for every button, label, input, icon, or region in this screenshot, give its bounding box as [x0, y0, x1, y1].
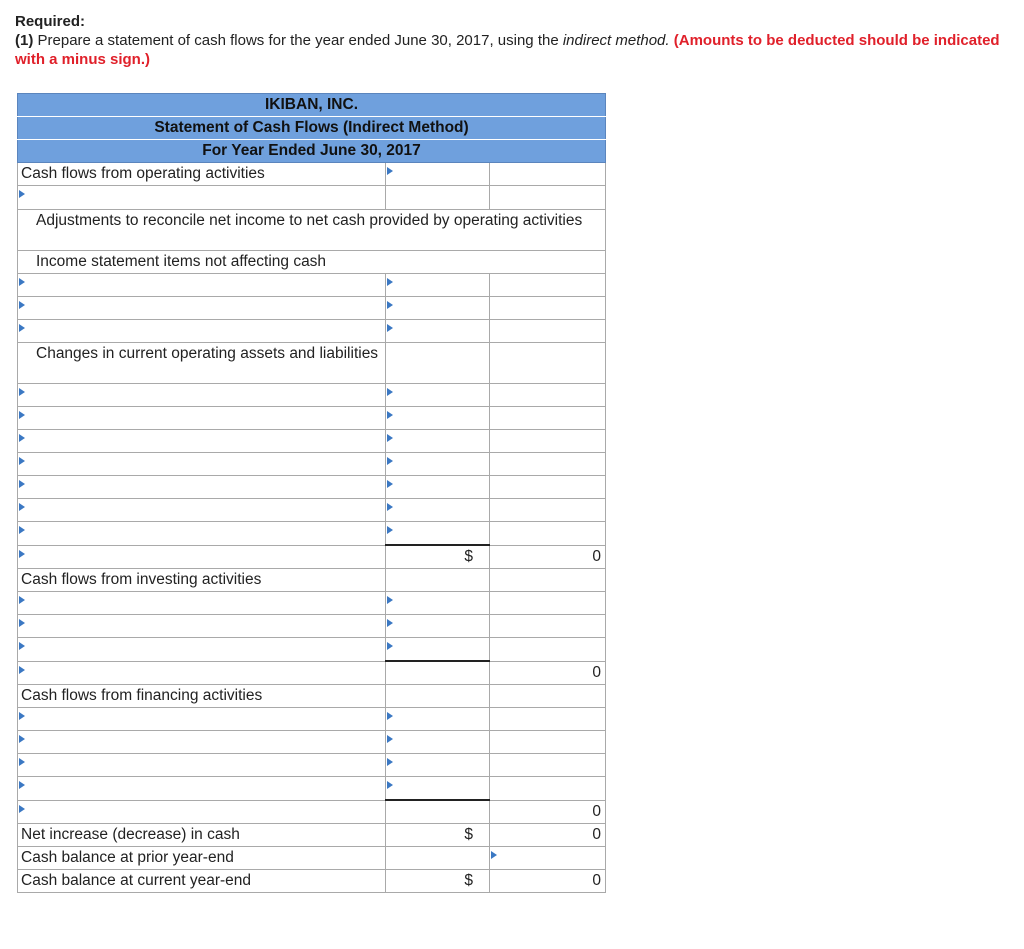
total-cell[interactable]: [490, 777, 606, 801]
statement-title: Statement of Cash Flows (Indirect Method): [18, 117, 606, 140]
dropdown-triangle-icon[interactable]: [387, 758, 393, 766]
financing-heading: Cash flows from financing activities: [18, 685, 386, 708]
dropdown-triangle-icon[interactable]: [19, 324, 25, 332]
total-cell[interactable]: [490, 754, 606, 777]
amount-input[interactable]: [386, 274, 490, 297]
amount-input[interactable]: [386, 615, 490, 638]
income-items-heading: Income statement items not affecting cash: [18, 251, 606, 274]
dropdown-triangle-icon[interactable]: [387, 596, 393, 604]
amount-input[interactable]: [386, 297, 490, 320]
dropdown-triangle-icon[interactable]: [491, 851, 497, 859]
instruction-text: (1) Prepare a statement of cash flows for the year ended June 30, 2017, using the indirect method. (Amounts to be deducted should be indicated with a minus sign.): [15, 32, 1000, 68]
dropdown-triangle-icon[interactable]: [387, 411, 393, 419]
currency-sign: $: [386, 870, 490, 893]
financing-item-row: [18, 754, 606, 777]
change-item-row: [18, 522, 606, 546]
financing-item-row: [18, 777, 606, 801]
dropdown-triangle-icon[interactable]: [19, 596, 25, 604]
change-item-row: [18, 499, 606, 522]
total-cell[interactable]: [490, 430, 606, 453]
dropdown-triangle-icon[interactable]: [387, 642, 393, 650]
dropdown-triangle-icon[interactable]: [19, 619, 25, 627]
changes-row: [18, 343, 606, 384]
account-select[interactable]: [18, 186, 386, 210]
amount-input[interactable]: [386, 754, 490, 777]
dropdown-triangle-icon[interactable]: [19, 411, 25, 419]
amount-input[interactable]: [386, 476, 490, 499]
amount-cell[interactable]: [386, 685, 490, 708]
total-cell[interactable]: [490, 407, 606, 430]
amount-cell[interactable]: [386, 800, 490, 824]
prior-balance-input[interactable]: [490, 847, 606, 870]
prior-balance-row: [18, 847, 606, 870]
amount-input[interactable]: [386, 638, 490, 662]
required-heading: Required:: [15, 13, 86, 30]
total-cell[interactable]: [490, 384, 606, 407]
total-cell[interactable]: [490, 163, 606, 186]
account-select[interactable]: [18, 800, 386, 824]
dropdown-triangle-icon[interactable]: [387, 480, 393, 488]
amount-cell[interactable]: [386, 661, 490, 685]
account-select[interactable]: [18, 476, 386, 499]
total-cell[interactable]: [490, 708, 606, 731]
account-select[interactable]: [18, 453, 386, 476]
dropdown-triangle-icon[interactable]: [387, 526, 393, 534]
financing-total: 0: [490, 800, 606, 824]
account-select[interactable]: [18, 661, 386, 685]
amount-input[interactable]: [386, 453, 490, 476]
account-select[interactable]: [18, 615, 386, 638]
dropdown-triangle-icon[interactable]: [387, 619, 393, 627]
instructions: [15, 12, 1015, 69]
dropdown-triangle-icon[interactable]: [387, 781, 393, 789]
amount-input[interactable]: [386, 731, 490, 754]
change-item-row: [18, 476, 606, 499]
amount-input[interactable]: [386, 592, 490, 615]
amount-cell[interactable]: [386, 186, 490, 210]
account-select[interactable]: [18, 297, 386, 320]
dropdown-triangle-icon[interactable]: [19, 666, 25, 674]
account-select[interactable]: [18, 638, 386, 662]
dropdown-triangle-icon[interactable]: [19, 735, 25, 743]
amount-cell[interactable]: [386, 343, 490, 384]
amount-input[interactable]: [386, 708, 490, 731]
operating-heading: Cash flows from operating activities: [18, 163, 386, 186]
total-cell[interactable]: [490, 453, 606, 476]
financing-total-row: [18, 800, 606, 824]
total-cell[interactable]: [490, 343, 606, 384]
dropdown-triangle-icon[interactable]: [19, 550, 25, 558]
minus-sign-note: (Amounts to be deducted should be indicated with a minus sign.): [15, 32, 1000, 68]
dropdown-triangle-icon[interactable]: [387, 324, 393, 332]
current-balance-row: [18, 870, 606, 893]
total-cell[interactable]: [490, 731, 606, 754]
total-cell[interactable]: [490, 320, 606, 343]
dropdown-triangle-icon[interactable]: [387, 434, 393, 442]
operating-heading-row: [18, 163, 606, 186]
account-select[interactable]: [18, 274, 386, 297]
amount-cell[interactable]: [386, 163, 490, 186]
net-increase-label: Net increase (decrease) in cash: [18, 824, 386, 847]
change-item-row: [18, 384, 606, 407]
total-cell[interactable]: [490, 638, 606, 662]
company-name: IKIBAN, INC.: [18, 94, 606, 117]
total-cell[interactable]: [490, 685, 606, 708]
account-select[interactable]: [18, 320, 386, 343]
financing-heading-row: [18, 685, 606, 708]
amount-input[interactable]: [386, 430, 490, 453]
account-select[interactable]: [18, 384, 386, 407]
dropdown-triangle-icon[interactable]: [387, 735, 393, 743]
amount-input[interactable]: [386, 499, 490, 522]
dropdown-triangle-icon[interactable]: [19, 480, 25, 488]
operating-total: 0: [490, 545, 606, 569]
dropdown-triangle-icon[interactable]: [19, 190, 25, 198]
dropdown-triangle-icon[interactable]: [19, 503, 25, 511]
dropdown-triangle-icon[interactable]: [19, 457, 25, 465]
account-select[interactable]: [18, 708, 386, 731]
amount-cell[interactable]: [386, 847, 490, 870]
dropdown-triangle-icon[interactable]: [387, 388, 393, 396]
amount-input[interactable]: [386, 384, 490, 407]
account-select[interactable]: [18, 731, 386, 754]
adjustments-heading: Adjustments to reconcile net income to net cash provided by operating activities: [18, 210, 606, 251]
currency-sign: $: [386, 545, 490, 569]
investing-total: 0: [490, 661, 606, 685]
cash-flow-statement: [17, 93, 606, 893]
total-cell[interactable]: [490, 615, 606, 638]
dropdown-triangle-icon[interactable]: [19, 642, 25, 650]
dropdown-triangle-icon[interactable]: [19, 805, 25, 813]
dropdown-triangle-icon[interactable]: [19, 712, 25, 720]
investing-item-row: [18, 592, 606, 615]
income-item-row: [18, 320, 606, 343]
investing-heading: Cash flows from investing activities: [18, 569, 386, 592]
account-select[interactable]: [18, 522, 386, 546]
dropdown-triangle-icon[interactable]: [19, 758, 25, 766]
income-item-row: [18, 297, 606, 320]
currency-sign: $: [386, 824, 490, 847]
dropdown-triangle-icon[interactable]: [19, 526, 25, 534]
net-increase-value: 0: [490, 824, 606, 847]
amount-input[interactable]: [386, 522, 490, 546]
investing-item-row: [18, 615, 606, 638]
dropdown-triangle-icon[interactable]: [387, 278, 393, 286]
income-item-row: [18, 274, 606, 297]
investing-item-row: [18, 638, 606, 662]
net-increase-row: [18, 824, 606, 847]
prior-balance-label: Cash balance at prior year-end: [18, 847, 386, 870]
account-select[interactable]: [18, 430, 386, 453]
net-income-row: [18, 186, 606, 210]
total-cell[interactable]: [490, 297, 606, 320]
dropdown-triangle-icon[interactable]: [387, 503, 393, 511]
dropdown-triangle-icon[interactable]: [387, 712, 393, 720]
total-cell[interactable]: [490, 592, 606, 615]
dropdown-triangle-icon[interactable]: [387, 167, 393, 175]
account-select[interactable]: [18, 592, 386, 615]
total-cell[interactable]: [490, 499, 606, 522]
account-select[interactable]: [18, 545, 386, 569]
investing-total-row: [18, 661, 606, 685]
financing-item-row: [18, 708, 606, 731]
dropdown-triangle-icon[interactable]: [19, 301, 25, 309]
dropdown-triangle-icon[interactable]: [19, 434, 25, 442]
amount-input[interactable]: [386, 777, 490, 801]
dropdown-triangle-icon[interactable]: [19, 781, 25, 789]
dropdown-triangle-icon[interactable]: [387, 301, 393, 309]
total-cell[interactable]: [490, 569, 606, 592]
change-item-row: [18, 453, 606, 476]
investing-heading-row: [18, 569, 606, 592]
change-item-row: [18, 407, 606, 430]
account-select[interactable]: [18, 407, 386, 430]
adjustments-row: [18, 210, 606, 251]
financing-item-row: [18, 731, 606, 754]
total-cell[interactable]: [490, 522, 606, 546]
current-balance-value: 0: [490, 870, 606, 893]
amount-cell[interactable]: [386, 569, 490, 592]
income-items-row: [18, 251, 606, 274]
total-cell[interactable]: [490, 476, 606, 499]
changes-heading: Changes in current operating assets and liabilities: [18, 343, 386, 384]
total-cell[interactable]: [490, 274, 606, 297]
current-balance-label: Cash balance at current year-end: [18, 870, 386, 893]
dropdown-triangle-icon[interactable]: [387, 457, 393, 465]
amount-input[interactable]: [386, 407, 490, 430]
account-select[interactable]: [18, 777, 386, 801]
statement-period: For Year Ended June 30, 2017: [18, 140, 606, 163]
dropdown-triangle-icon[interactable]: [19, 388, 25, 396]
operating-total-row: [18, 545, 606, 569]
account-select[interactable]: [18, 754, 386, 777]
change-item-row: [18, 430, 606, 453]
total-cell[interactable]: [490, 186, 606, 210]
amount-input[interactable]: [386, 320, 490, 343]
dropdown-triangle-icon[interactable]: [19, 278, 25, 286]
account-select[interactable]: [18, 499, 386, 522]
